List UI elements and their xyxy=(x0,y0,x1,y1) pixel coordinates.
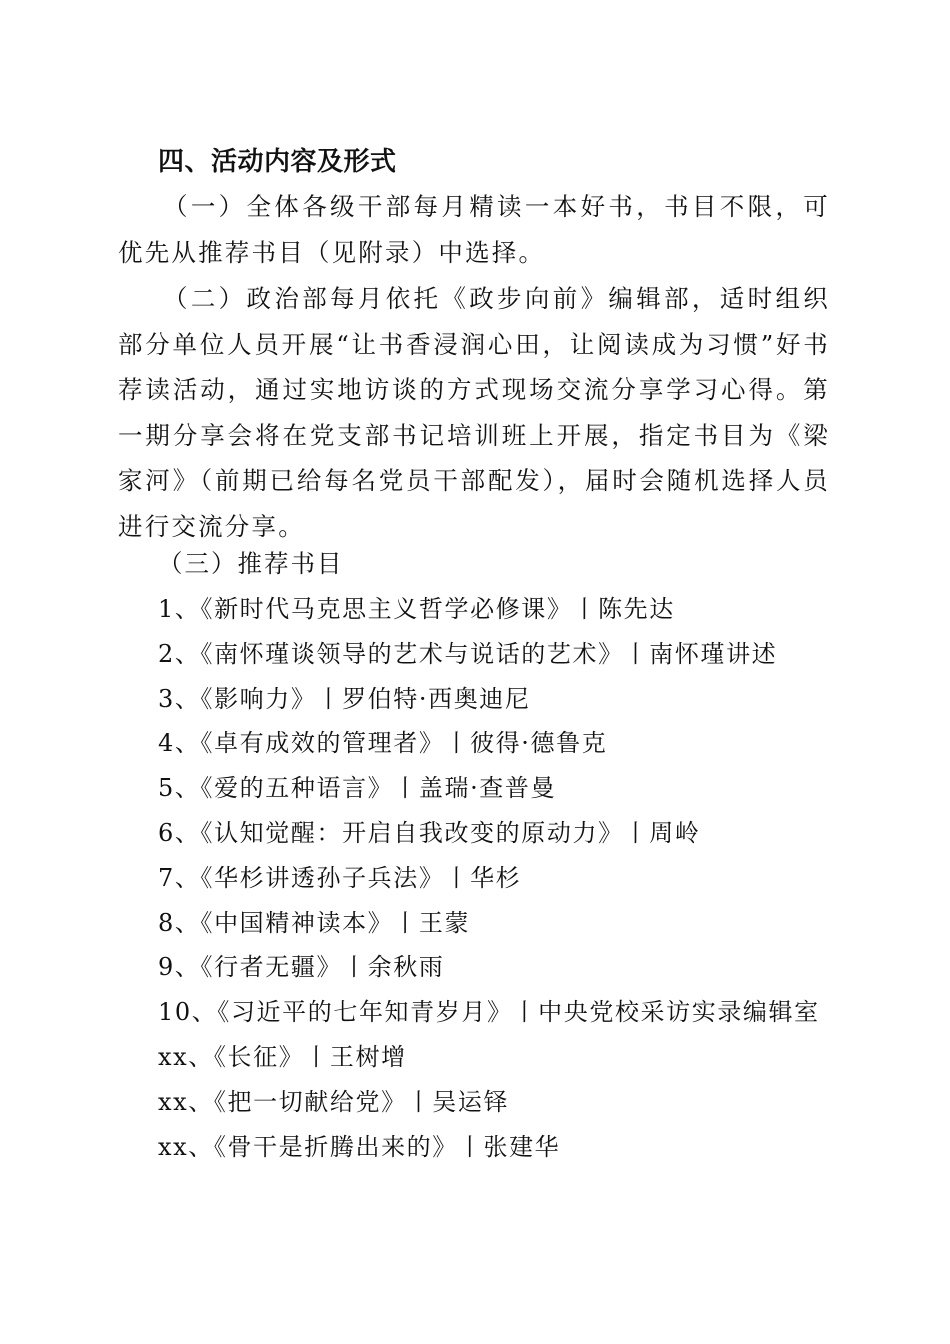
book-item: 9、《行者无疆》丨余秋雨 xyxy=(158,953,445,982)
book-item: xx、《把一切献给党》丨吴运铎 xyxy=(158,1087,510,1116)
recommended-book-list xyxy=(158,587,820,1169)
paragraph-monthly-reading: （一）全体各级干部每月精读一本好书，书目不限，可优先从推荐书目（见附录）中选择。 xyxy=(118,192,830,267)
book-item: 5、《爱的五种语言》丨盖瑞·查普曼 xyxy=(158,774,557,803)
paragraph-reading-activity: （二）政治部每月依托《政步向前》编辑部，适时组织部分单位人员开展“让书香浸润心田，让阅读成为习惯”好书荐读活动，通过实地访谈的方式现场交流分享学习心得。第一期分享会将在党支部书记培训班上开展，指定书目为《梁家河》（前期已给每名党员干部配发），届时会随机选择人员进行交流分享。 xyxy=(118,284,830,541)
book-item: 8、《中国精神读本》丨王蒙 xyxy=(158,908,471,937)
book-item: 3、《影响力》丨罗伯特·西奥迪尼 xyxy=(158,684,531,713)
book-item: 2、《南怀瑾谈领导的艺术与说话的艺术》丨南怀瑾讲述 xyxy=(158,639,778,668)
book-item: 1、《新时代马克思主义哲学必修课》丨陈先达 xyxy=(158,595,675,623)
section-heading: 四、活动内容及形式 xyxy=(158,147,397,177)
book-item: 10、《习近平的七年知青岁月》丨中央党校采访实录编辑室 xyxy=(158,998,820,1027)
book-item: xx、《长征》丨王树增 xyxy=(158,1042,407,1071)
recommended-books-heading: （三）推荐书目 xyxy=(158,549,344,578)
book-item: 7、《华杉讲透孙子兵法》丨华杉 xyxy=(158,863,522,892)
book-item: 6、《认知觉醒：开启自我改变的原动力》丨周岭 xyxy=(158,818,701,847)
book-item: 4、《卓有成效的管理者》丨彼得·德鲁克 xyxy=(158,729,608,758)
book-item: xx、《骨干是折腾出来的》丨张建华 xyxy=(158,1132,561,1161)
